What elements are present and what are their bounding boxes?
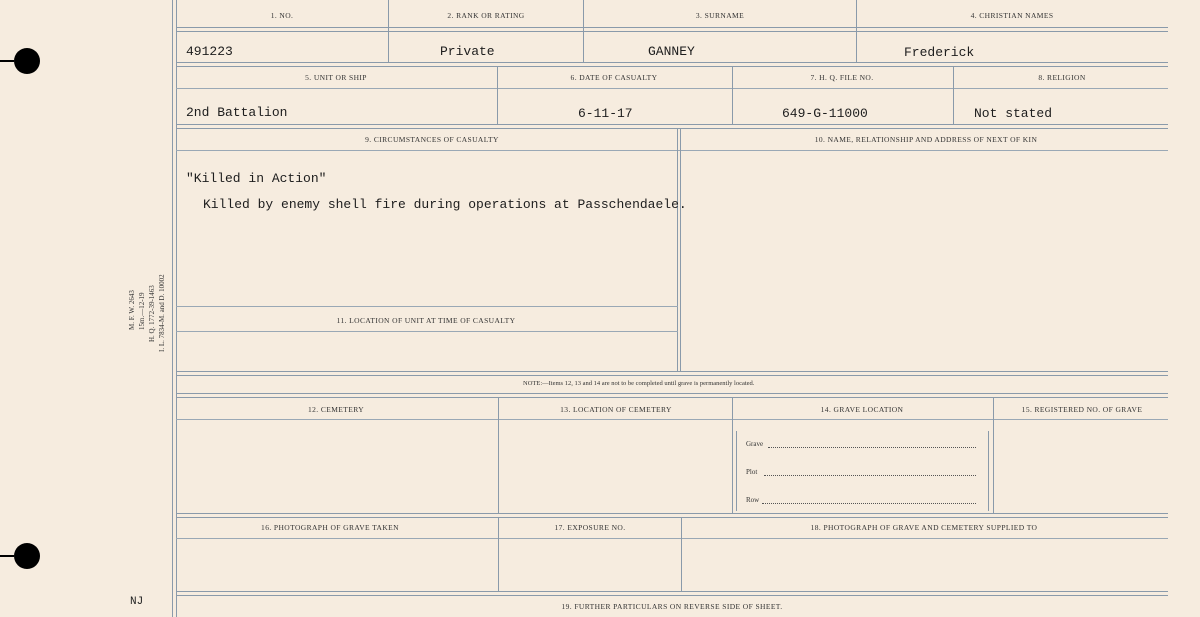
value-surname: GANNEY (648, 44, 695, 59)
label-location-cemetery: 13. LOCATION OF CEMETERY (560, 405, 672, 414)
r2-div2 (732, 66, 733, 124)
label-circumstances: 9. CIRCUMSTANCES OF CASUALTY (365, 135, 499, 144)
label-grave-location: 14. GRAVE LOCATION (820, 405, 904, 414)
frame-left-inner (176, 0, 177, 617)
r1-div2 (583, 0, 584, 62)
value-unit: 2nd Battalion (186, 105, 288, 120)
row5-top-rule (176, 393, 1168, 398)
note-text: NOTE:—Items 12, 13 and 14 are not to be completed until grave is permanently located. (523, 380, 755, 387)
note-top-rule (176, 371, 1168, 376)
plot-label: Plot (746, 468, 758, 476)
r1-div1 (388, 0, 389, 62)
label-christian-names: 4. CHRISTIAN NAMES (970, 11, 1054, 20)
value-hq-file: 649-G-11000 (782, 106, 868, 121)
circumstances-line2: Killed by enemy shell fire during operations at Passchendaele. (203, 197, 687, 212)
grave-label: Grave (746, 440, 764, 448)
label-hq-file: 7. H. Q. FILE NO. (810, 73, 874, 82)
punch-hole-top-tail (0, 60, 14, 62)
punch-hole-bottom-tail (0, 555, 14, 557)
grave-box-left (736, 431, 737, 511)
row1-top-rule (176, 27, 1168, 32)
label-cemetery: 12. CEMETERY (307, 405, 365, 414)
plot-line (764, 475, 976, 476)
row6-mid-rule (176, 538, 1168, 539)
r5-div2 (732, 397, 733, 513)
row-line (762, 503, 976, 504)
circumstances-line1: "Killed in Action" (186, 171, 327, 186)
row2-top-rule (176, 62, 1168, 67)
value-no: 491223 (186, 44, 233, 59)
r3-div-b (677, 128, 678, 372)
r5-div3 (993, 397, 994, 513)
corner-initials: NJ (130, 596, 144, 608)
side-print-3: H. Q. 1772-39-1463 (148, 285, 156, 342)
row6-top-rule (176, 513, 1168, 518)
r1-div3 (856, 0, 857, 62)
row2-mid-rule (176, 88, 1168, 89)
r2-div3 (953, 66, 954, 124)
value-date-casualty: 6-11-17 (578, 106, 633, 121)
r6-div2 (681, 517, 682, 591)
grave-box-right (988, 431, 989, 511)
label-registered-no: 15. REGISTERED NO. OF GRAVE (1021, 405, 1143, 414)
label-further: 19. FURTHER PARTICULARS ON REVERSE SIDE OF SHEET. (561, 602, 783, 611)
label-rank: 2. RANK OR RATING (447, 11, 525, 20)
value-christian-names: Frederick (904, 45, 975, 60)
label-no: 1. NO. (270, 11, 294, 20)
label-photo-supplied: 18. PHOTOGRAPH OF GRAVE AND CEMETERY SUPPLIED TO (810, 523, 1038, 532)
frame-left (172, 0, 173, 617)
row5-mid-rule (176, 419, 1168, 420)
value-religion: Not stated (974, 106, 1053, 121)
punch-hole-top (14, 48, 40, 74)
label-surname: 3. SURNAME (695, 11, 745, 20)
row7-top-rule (176, 591, 1168, 596)
row4-top-rule (176, 306, 678, 307)
r2-div1 (497, 66, 498, 124)
row3-mid-rule (176, 150, 1168, 151)
side-print-1: M. F. W. 2643 (128, 290, 136, 330)
side-print-2: 15m.—12-19 (138, 292, 146, 330)
grave-line (768, 447, 976, 448)
value-rank: Private (440, 44, 495, 59)
label-exposure: 17. EXPOSURE NO. (554, 523, 626, 532)
label-photo-taken: 16. PHOTOGRAPH OF GRAVE TAKEN (261, 523, 399, 532)
r3-div (680, 128, 681, 372)
label-next-of-kin: 10. NAME, RELATIONSHIP AND ADDRESS OF NEXT OF KIN (814, 135, 1038, 144)
label-date-casualty: 6. DATE OF CASUALTY (570, 73, 658, 82)
row3-top-rule (176, 124, 1168, 129)
side-print-4: I. L. 7834-M. and D. 10002 (158, 274, 166, 352)
punch-hole-bottom (14, 543, 40, 569)
row-label: Row (746, 496, 760, 504)
label-unit: 5. UNIT OR SHIP (305, 73, 367, 82)
label-location-unit: 11. LOCATION OF UNIT AT TIME OF CASUALTY (336, 316, 516, 325)
r5-div1 (498, 397, 499, 513)
label-religion: 8. RELIGION (1038, 73, 1086, 82)
row4-mid-rule (176, 331, 678, 332)
r6-div1 (498, 517, 499, 591)
